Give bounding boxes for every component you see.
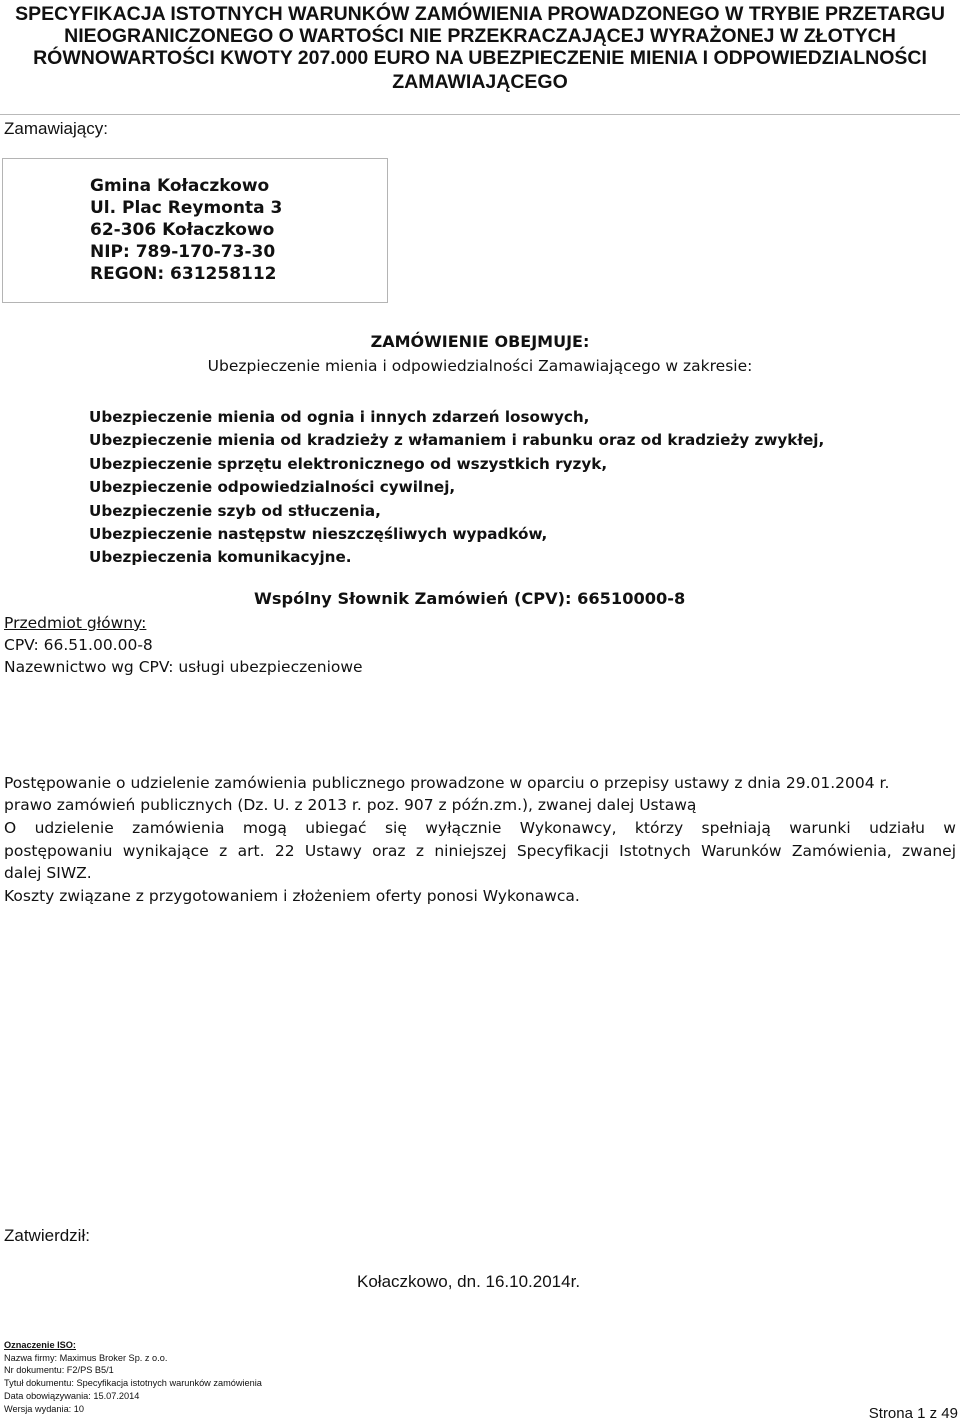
approved-label: Zatwierdził: bbox=[4, 1226, 90, 1245]
list-item: Ubezpieczenie mienia od ognia i innych zdarzeń losowych, bbox=[89, 408, 590, 426]
ordering-party-label: Zamawiający: bbox=[4, 119, 108, 138]
main-subject-label: Przedmiot główny: bbox=[4, 614, 147, 632]
scope-heading: ZAMÓWIENIE OBEJMUJE: bbox=[370, 332, 590, 351]
header-divider bbox=[0, 114, 960, 115]
body-line-6: Koszty związane z przygotowaniem i złożeniem oferty ponosi Wykonawca. bbox=[4, 887, 580, 905]
footer-line-1: Nazwa firmy: Maximus Broker Sp. z o.o. bbox=[4, 1352, 168, 1363]
page-number: Strona 1 z 49 bbox=[868, 1405, 958, 1422]
list-item: Ubezpieczenie odpowiedzialności cywilnej, bbox=[89, 478, 456, 497]
address-line-2: Ul. Plac Reymonta 3 bbox=[90, 198, 283, 218]
footer-line-4: Data obowiązywania: 15.07.2014 bbox=[4, 1390, 140, 1401]
document-title bbox=[0, 3, 960, 93]
body-line-5: dalej SIWZ. bbox=[4, 864, 92, 882]
footer-line-2: Nr dokumentu: F2/PS B5/1 bbox=[4, 1365, 114, 1376]
list-item: Ubezpieczenie następstw nieszczęśliwych wypadków, bbox=[89, 525, 548, 544]
cpv-heading: Wspólny Słownik Zamówień (CPV): 66510000-8 bbox=[254, 589, 686, 608]
address-line-3: 62-306 Kołaczkowo bbox=[90, 220, 275, 240]
body-line-4: postępowaniu wynikające z art. 22 Ustawy oraz z niniejszej Specyfikacji Istotnych Warunków Zamówienia, zwanej bbox=[4, 842, 956, 860]
list-item: Ubezpieczenia komunikacyjne. bbox=[89, 548, 352, 567]
iso-footer bbox=[4, 1339, 262, 1415]
title-line-1: SPECYFIKACJA ISTOTNYCH WARUNKÓW ZAMÓWIENIA PROWADZONEGO W TRYBIE PRZETARGU bbox=[15, 3, 945, 25]
address-line-5: REGON: 631258112 bbox=[90, 264, 277, 284]
footer-line-3: Tytuł dokumentu: Specyfikacja istotnych warunków zamówienia bbox=[4, 1378, 262, 1389]
list-item: Ubezpieczenie szyb od stłuczenia, bbox=[89, 501, 381, 520]
scope-intro: Ubezpieczenie mienia i odpowiedzialności Zamawiającego w zakresie: bbox=[207, 357, 753, 375]
ordering-party-address bbox=[90, 175, 282, 285]
list-item: Ubezpieczenie sprzętu elektronicznego od wszystkich ryzyk, bbox=[89, 454, 608, 473]
iso-label: Oznaczenie ISO: bbox=[4, 1340, 76, 1350]
list-item: Ubezpieczenie mienia od kradzieży z włamaniem i rabunku oraz od kradzieży zwykłej, bbox=[89, 431, 825, 450]
scope-list bbox=[89, 406, 824, 570]
cpv-code: CPV: 66.51.00.00-8 bbox=[4, 636, 153, 654]
title-line-4: ZAMAWIAJĄCEGO bbox=[392, 71, 568, 93]
body-line-1: Postępowanie o udzielenie zamówienia publicznego prowadzone w oparciu o przepisy ustawy z dnia 29.01.2004 r. bbox=[4, 774, 890, 792]
footer-line-5: Wersja wydania: 10 bbox=[4, 1403, 85, 1414]
cpv-nomenclature: Nazewnictwo wg CPV: usługi ubezpieczeniowe bbox=[4, 658, 363, 676]
title-line-2: NIEOGRANICZONEGO O WARTOŚCI NIE PRZEKRACZAJĄCEJ WYRAŻONEJ W ZŁOTYCH bbox=[64, 25, 896, 47]
place-date: Kołaczkowo, dn. 16.10.2014r. bbox=[357, 1272, 581, 1291]
body-line-2: prawo zamówień publicznych (Dz. U. z 2013 r. poz. 907 z późn.zm.), zwanej dalej Ustawą bbox=[4, 796, 697, 814]
title-line-3: RÓWNOWARTOŚCI KWOTY 207.000 EURO NA UBEZPIECZENIE MIENIA I ODPOWIEDZIALNOŚCI bbox=[33, 47, 927, 69]
address-line-1: Gmina Kołaczkowo bbox=[90, 176, 270, 196]
address-line-4: NIP: 789-170-73-30 bbox=[90, 242, 276, 262]
body-line-3: O udzielenie zamówienia mogą ubiegać się wyłącznie Wykonawcy, którzy spełniają warunki udziału w bbox=[4, 819, 956, 837]
